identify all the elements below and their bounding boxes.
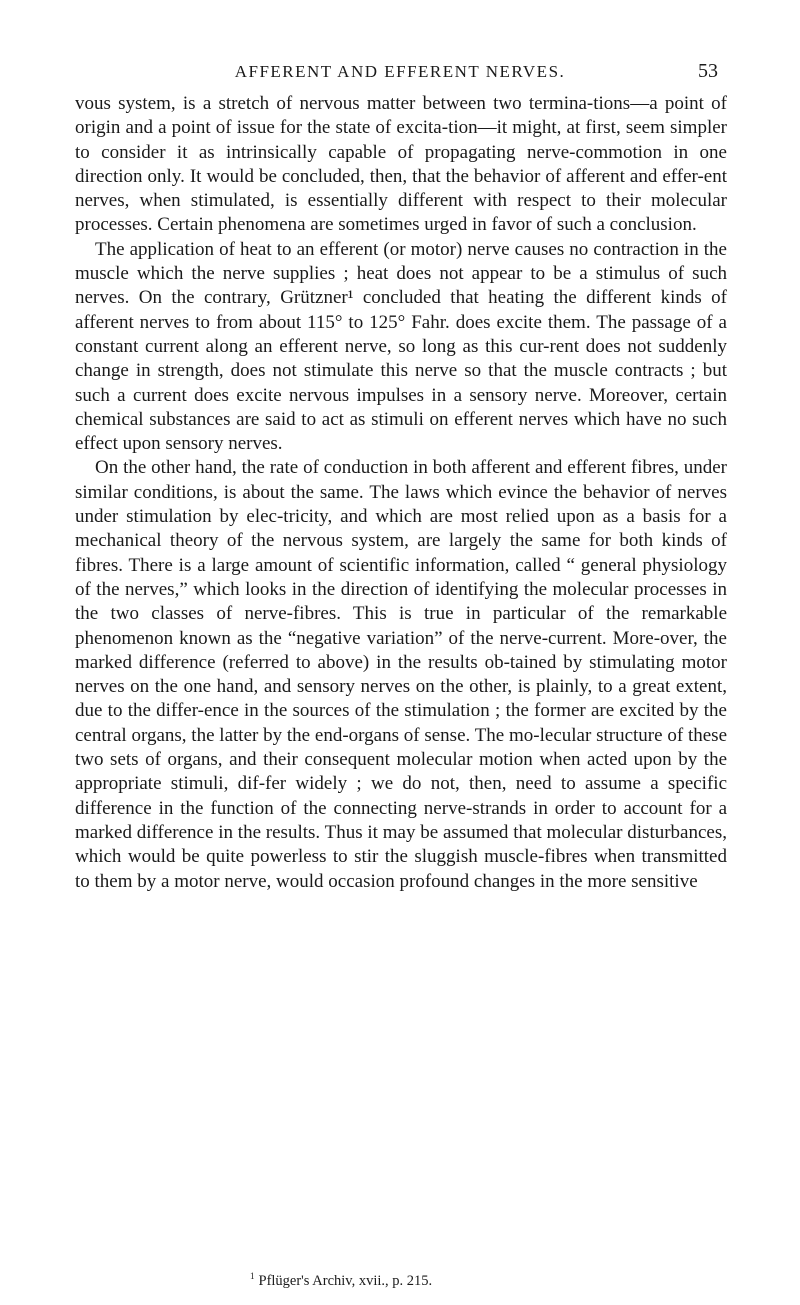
footnote-text: Pflüger's Archiv, xvii., p. 215.	[258, 1272, 433, 1289]
paragraph-2: The application of heat to an efferent (or motor) nerve causes no contraction in the muscle which the nerve supplies ; heat does not appear to be a stimulus of such nerves. On the contrary, Grützner¹ concluded that heating the different kinds of afferent nerves to from about 115° to 125° Fahr. does excite them. The passage of a constant current along an efferent nerve, so long as this cur-rent does not suddenly change in strength, does not stimulate this nerve so that the muscle contracts ; but such a current does excite nervous impulses in a sensory nerve. Moreover, certain chemical substances are said to act as stimuli on efferent nerves which have no such effect upon sensory nerves.	[75, 238, 727, 455]
page-number: 53	[698, 60, 718, 82]
footnote	[250, 1271, 432, 1290]
footnote-marker: 1	[250, 1271, 255, 1281]
paragraph-1: vous system, is a stretch of nervous matter between two termina-tions—a point of origin and a point of issue for the state of excita-tion—it might, at first, seem simpler to consider it as intrinsically capable of propagating nerve-commotion in one direction only. It would be concluded, then, that the behavior of afferent and effer-ent nerves, when stimulated, is essentially different with respect to their molecular processes. Certain phenomena are sometimes urged in favor of such a conclusion.	[75, 93, 727, 236]
paragraph-3: On the other hand, the rate of conduction in both afferent and efferent fibres, under similar conditions, is about the same. The laws which evince the behavior of nerves under stimulation by elec-tricity, and which are most relied upon as a basis for a mechanical theory of the nervous system, are largely the same for both kinds of fibres. There is a large amount of scientific information, called “ general physiology of the nerves,” which looks in the direction of identifying the molecular processes in the two classes of nerve-fibres. This is true in particular of the remarkable phenomenon known as the “negative variation” of the nerve-current. More-over, the marked difference (referred to above) in the results ob-tained by stimulating motor nerves on the one hand, and sensory nerves on the other, is plainly, to a great extent, due to the differ-ence in the sources of the stimulation ; the former are excited by the central organs, the latter by the end-organs of sense. The mo-lecular structure of these two sets of organs, and their consequent molecular motion when acted upon by the appropriate stimuli, dif-fer widely ; we do not, then, need to assume a specific difference in the function of the connecting nerve-strands in order to account for a marked difference in the results. Thus it may be assumed that molecular disturbances, which would be quite powerless to stir the sluggish muscle-fibres when transmitted to them by a motor nerve, would occasion profound changes in the more sensitive	[75, 457, 727, 892]
running-header: AFFERENT AND EFFERENT NERVES.	[234, 62, 566, 81]
body-text	[75, 92, 727, 894]
